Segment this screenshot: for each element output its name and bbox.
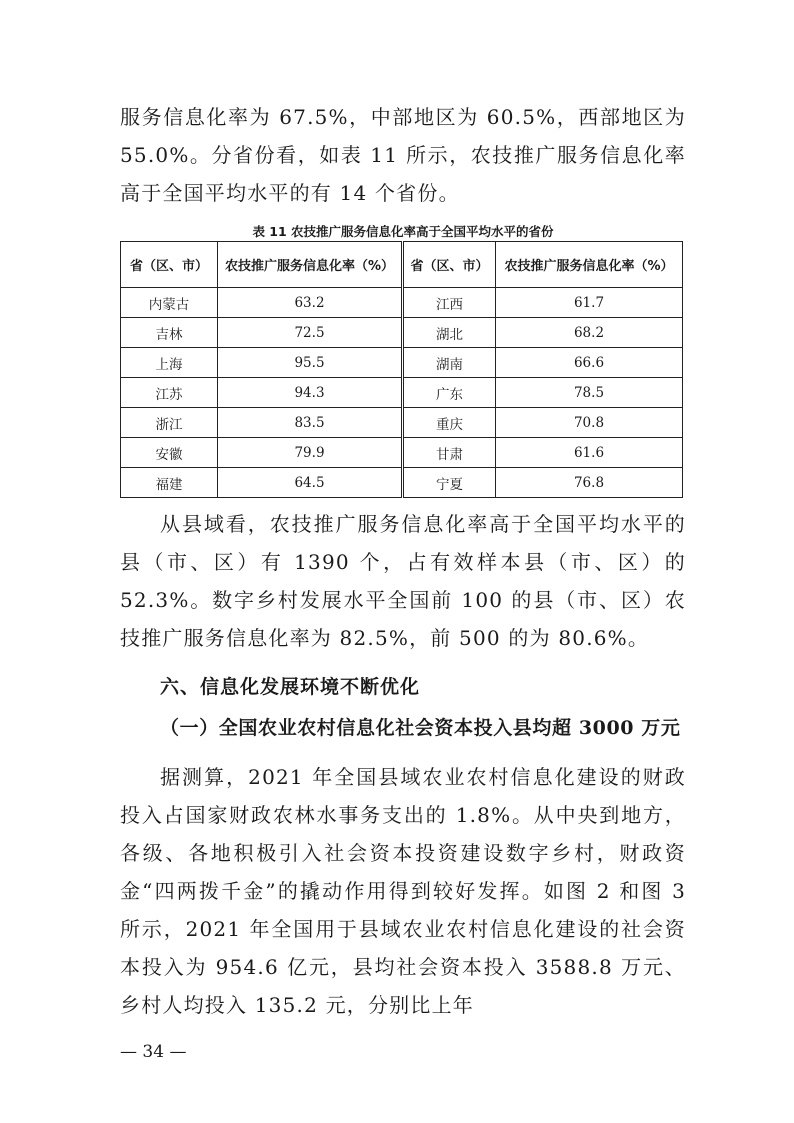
rate-cell: 95.5	[218, 348, 403, 378]
rate-cell: 72.5	[218, 318, 403, 348]
subsection-heading: （一）全国农业农村信息化社会资本投入县均超 3000 万元	[160, 717, 681, 739]
rate-cell: 79.9	[218, 438, 403, 468]
province-cell: 湖南	[403, 348, 496, 378]
table-row	[121, 438, 683, 468]
table-row	[121, 408, 683, 438]
province-cell: 内蒙古	[121, 288, 218, 318]
province-cell: 安徽	[121, 438, 218, 468]
province-cell: 宁夏	[403, 468, 496, 498]
table-row	[121, 288, 683, 318]
header-rate-1: 农技推广服务信息化率（%）	[218, 242, 403, 288]
header-rate-2: 农技推广服务信息化率（%）	[496, 242, 683, 288]
province-cell: 湖北	[403, 318, 496, 348]
province-cell: 吉林	[121, 318, 218, 348]
province-cell: 上海	[121, 348, 218, 378]
province-cell: 广东	[403, 378, 496, 408]
province-rate-table	[120, 241, 683, 498]
table-row	[121, 378, 683, 408]
province-cell: 福建	[121, 468, 218, 498]
table-caption: 表 11 农技推广服务信息化率高于全国平均水平的省份	[252, 224, 554, 239]
page-number: — 34 —	[120, 1042, 187, 1062]
body-paragraph-3: 据测算，2021 年全国县域农业农村信息化建设的财政投入占国家财政农林水事务支出的 1.8%。从中央到地方，各级、各地积极引入社会资本投资建设数字乡村，财政资金“四两拨千金”的撬动作用得到较好发挥。如图 2 和图 3 所示，2021 年全国用于县域农业农村信息化建设的社会资本投入为 954.6 亿元，县均社会资本投入 3588.8 万元、乡村人均投入 135.2 元，分别比上年	[120, 765, 686, 1017]
rate-cell: 63.2	[218, 288, 403, 318]
province-cell: 江苏	[121, 378, 218, 408]
header-province-1: 省（区、市）	[121, 242, 218, 288]
rate-cell: 61.7	[496, 288, 683, 318]
province-cell: 江西	[403, 288, 496, 318]
rate-cell: 66.6	[496, 348, 683, 378]
header-province-2: 省（区、市）	[403, 242, 496, 288]
table-row	[121, 318, 683, 348]
province-cell: 重庆	[403, 408, 496, 438]
rate-cell: 76.8	[496, 468, 683, 498]
rate-cell: 68.2	[496, 318, 683, 348]
table-header-row	[121, 242, 683, 288]
section-heading: 六、信息化发展环境不断优化	[160, 676, 421, 698]
rate-cell: 70.8	[496, 408, 683, 438]
province-cell: 浙江	[121, 408, 218, 438]
table-row	[121, 468, 683, 498]
body-paragraph-2: 从县域看，农技推广服务信息化率高于全国平均水平的县（市、区）有 1390 个，占有效样本县（市、区）的 52.3%。数字乡村发展水平全国前 100 的县（市、区）农技推广服务信息化率为 82.5%，前 500 的为 80.6%。	[120, 512, 686, 650]
rate-cell: 83.5	[218, 408, 403, 438]
body-paragraph-1: 服务信息化率为 67.5%，中部地区为 60.5%，西部地区为 55.0%。分省份看，如表 11 所示，农技推广服务信息化率高于全国平均水平的有 14 个省份。	[120, 105, 686, 205]
rate-cell: 64.5	[218, 468, 403, 498]
rate-cell: 78.5	[496, 378, 683, 408]
table-row	[121, 348, 683, 378]
rate-cell: 94.3	[218, 378, 403, 408]
rate-cell: 61.6	[496, 438, 683, 468]
province-cell: 甘肃	[403, 438, 496, 468]
